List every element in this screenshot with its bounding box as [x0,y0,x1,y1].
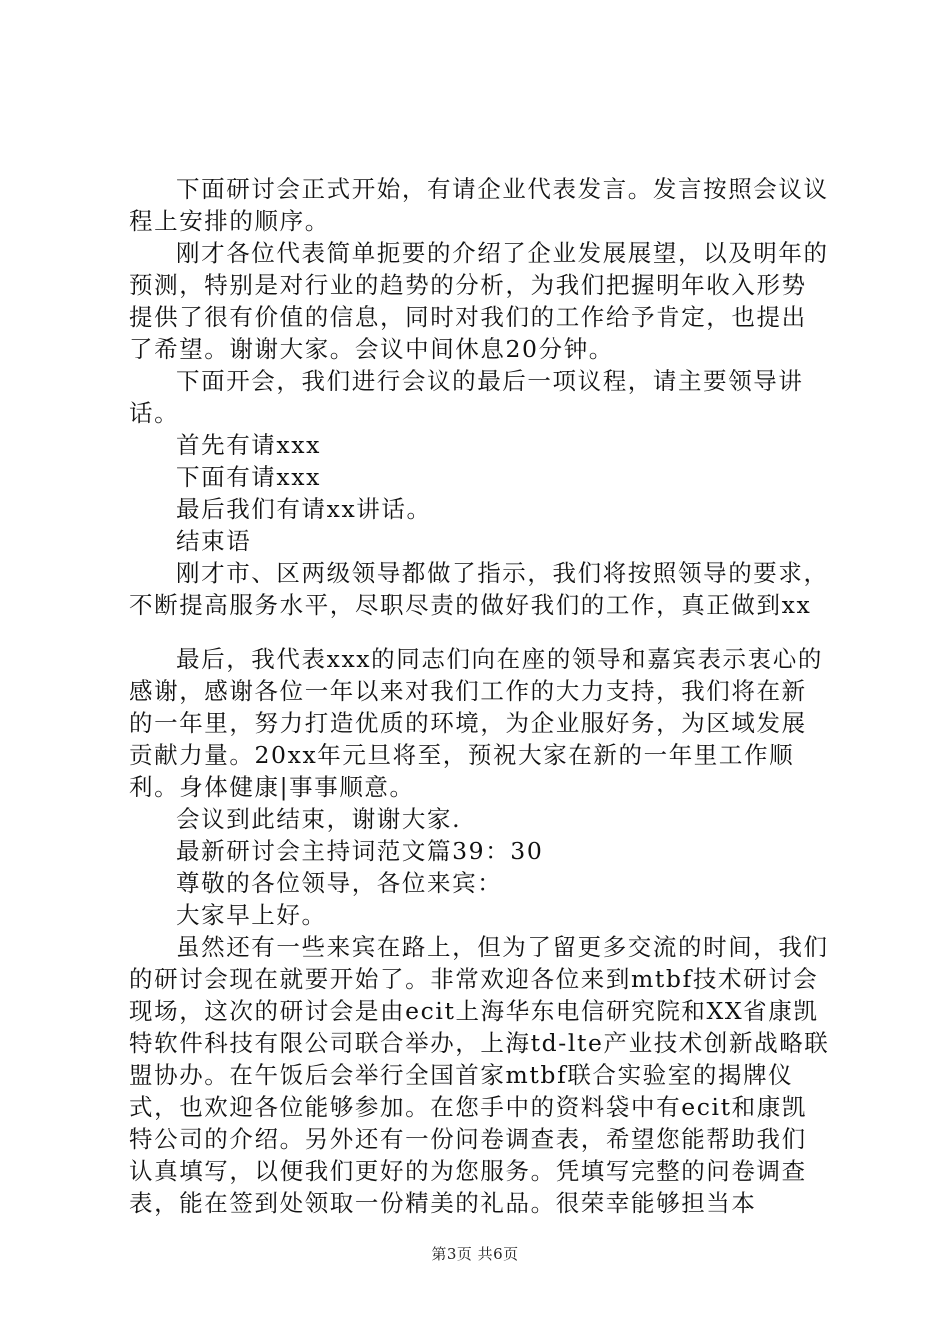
paragraph-9: 最后，我代表xxx的同志们向在座的领导和嘉宾表示衷心的感谢，感谢各位一年以来对我们工作的大力支持，我们将在新的一年里，努力打造优质的环境，为企业服好务，为区域发展贡献力量。20xx年元旦将至，预祝大家在新的一年里工作顺利。身体健康|事事顺意。 [129,645,823,801]
paragraph-10: 会议到此结束，谢谢大家. [176,805,462,833]
page-number-footer: 第3页 共6页 [431,1245,519,1263]
paragraph-3: 下面开会，我们进行会议的最后一项议程，请主要领导讲话。 [129,367,804,427]
paragraph-7: 结束语 [176,527,252,555]
paragraph-11: 最新研讨会主持词范文篇39：30 [176,837,544,865]
paragraph-1: 下面研讨会正式开始，有请企业代表发言。发言按照会议议程上安排的顺序。 [129,175,829,235]
paragraph-2: 刚才各位代表简单扼要的介绍了企业发展展望，以及明年的预测，特别是对行业的趋势的分析，为我们把握明年收入形势提供了很有价值的信息，同时对我们的工作给予肯定，也提出了希望。谢谢大家。会议中间休息20分钟。 [129,239,829,363]
paragraph-5: 下面有请xxx [176,463,321,491]
paragraph-13: 大家早上好。 [176,901,327,929]
paragraph-6: 最后我们有请xx讲话。 [176,495,432,523]
paragraph-12: 尊敬的各位领导，各位来宾： [176,869,503,897]
paragraph-4: 首先有请xxx [176,431,321,459]
document-body [129,173,831,1219]
paragraph-8: 刚才市、区两级领导都做了指示，我们将按照领导的要求，不断提高服务水平，尽职尽责的做好我们的工作，真正做到xx [129,559,829,619]
paragraph-14: 虽然还有一些来宾在路上，但为了留更多交流的时间，我们的研讨会现在就要开始了。非常欢迎各位来到mtbf技术研讨会现场，这次的研讨会是由ecit上海华东电信研究院和XX省康凯特软件科技有限公司联合举办，上海td-lte产业技术创新战略联盟协办。在午饭后会举行全国首家mtbf联合实验室的揭牌仪式，也欢迎各位能够参加。在您手中的资料袋中有ecit和康凯特公司的介绍。另外还有一份问卷调查表，希望您能帮助我们认真填写，以便我们更好的为您服务。凭填写完整的问卷调查表，能在签到处领取一份精美的礼品。很荣幸能够担当本 [129,933,830,1217]
